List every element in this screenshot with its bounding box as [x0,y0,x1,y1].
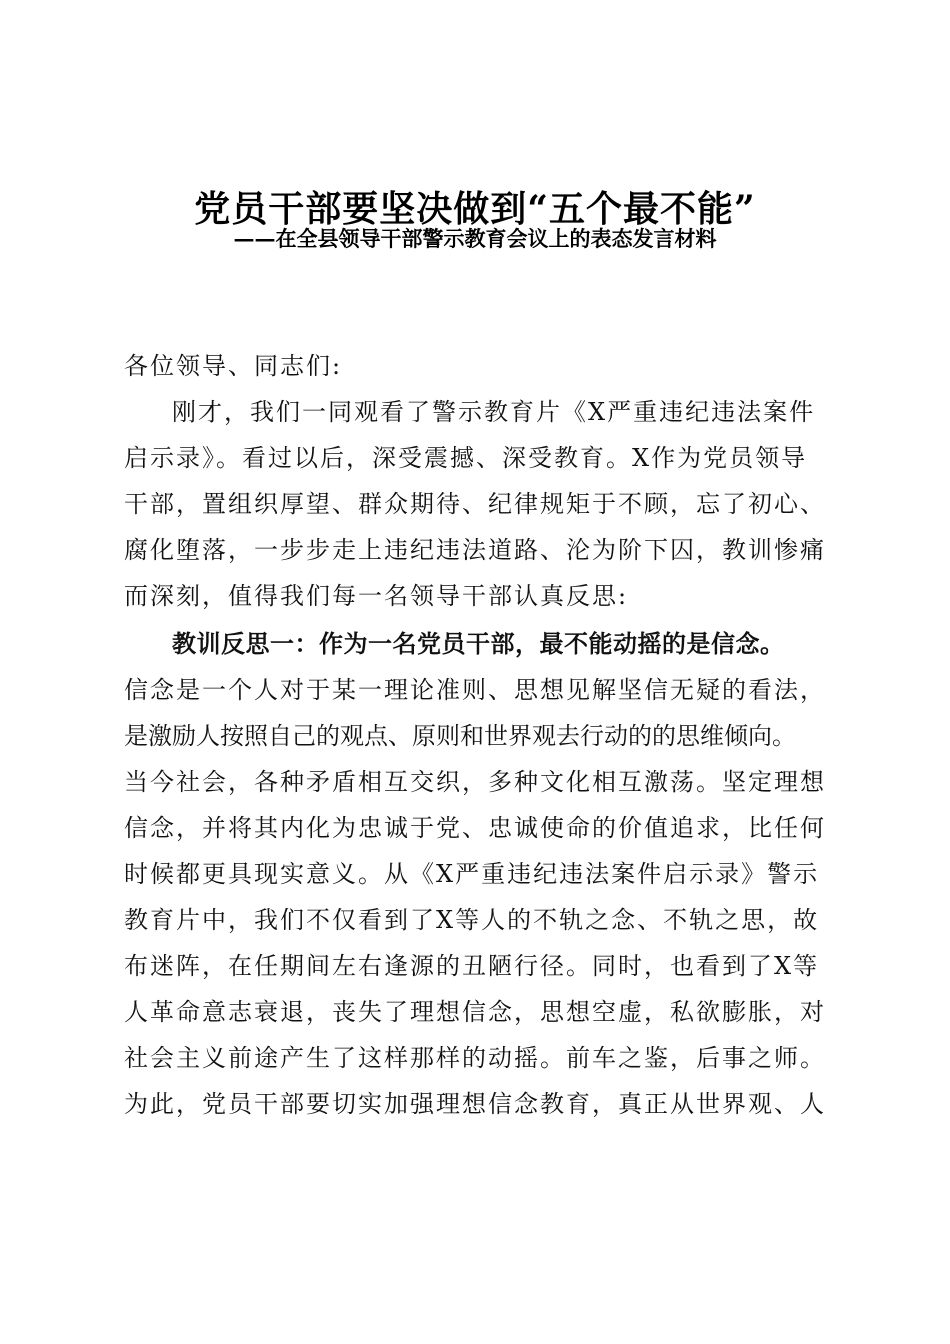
paragraph-line: 社会主义前途产生了这样那样的动摇。前车之鉴，后事之师。 [124,1044,826,1072]
paragraph-line: 是激励人按照自己的观点、原则和世界观去行动的的思维倾向。 [124,722,796,750]
paragraph-line: 人革命意志衰退，丧失了理想信念，思想空虚，私欲膨胀，对 [124,998,826,1026]
document-subtitle: ——在全县领导干部警示教育会议上的表态发言材料 [233,226,717,251]
salutation: 各位领导、同志们: [124,352,343,380]
paragraph-line: 而深刻，值得我们每一名领导干部认真反思: [124,582,629,610]
paragraph-line: 腐化堕落，一步步走上违纪违法道路、沦为阶下囚，教训惨痛 [124,536,826,564]
paragraph-line: 布迷阵，在任期间左右逢源的丑陋行径。同时，也看到了X等 [124,952,820,980]
paragraph-line: 干部，置组织厚望、群众期待、纪律规矩于不顾，忘了初心、 [124,490,826,518]
paragraph-line: 信念是一个人对于某一理论准则、思想见解坚信无疑的看法， [124,676,826,704]
document-title: 党员干部要坚决做到“五个最不能” [194,188,756,230]
paragraph-line: 刚才，我们一同观看了警示教育片《X严重违纪违法案件 [172,398,816,426]
paragraph-line: 教育片中，我们不仅看到了X等人的不轨之念、不轨之思，故 [124,906,820,934]
section-heading: 教训反思一：作为一名党员干部，最不能动摇的是信念。 [172,630,785,658]
paragraph-line: 启示录》。看过以后，深受震撼、深受教育。X作为党员领导 [124,444,808,472]
paragraph-line: 为此，党员干部要切实加强理想信念教育，真正从世界观、人 [124,1090,826,1118]
paragraph-line: 信念，并将其内化为忠诚于党、忠诚使命的价值追求，比任何 [124,814,826,842]
paragraph-line: 当今社会，各种矛盾相互交织，多种文化相互激荡。坚定理想 [124,768,826,796]
paragraph-line: 时候都更具现实意义。从《X严重违纪违法案件启示录》警示 [124,860,820,888]
